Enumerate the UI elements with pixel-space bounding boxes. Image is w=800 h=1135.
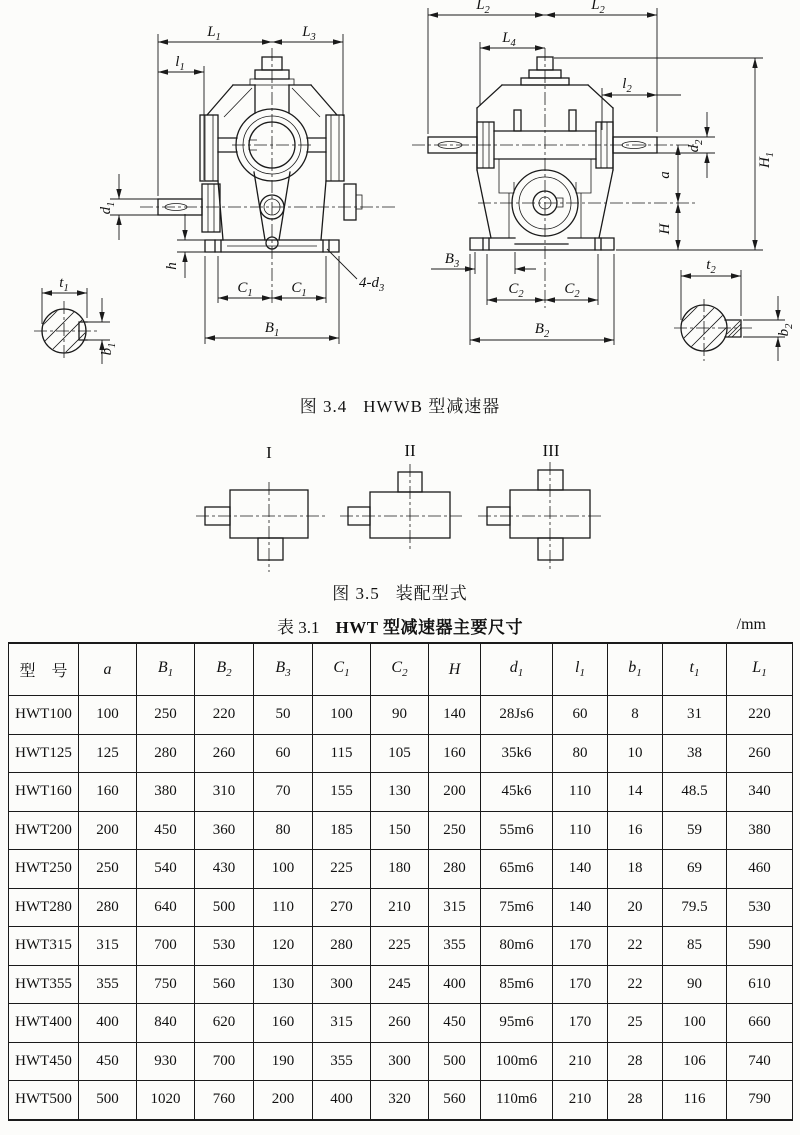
value-cell: 200 <box>429 773 481 812</box>
value-cell: 10 <box>608 734 663 773</box>
value-cell: 210 <box>553 1042 608 1081</box>
column-header: $B_3$ <box>254 643 313 696</box>
value-cell: 315 <box>79 927 137 966</box>
value-cell: 69 <box>663 850 727 889</box>
table-row <box>9 734 793 773</box>
value-cell: 740 <box>727 1042 793 1081</box>
table-row <box>9 850 793 889</box>
value-cell: 90 <box>663 965 727 1004</box>
dim-label-B1: $B_1$ <box>264 320 280 339</box>
value-cell: 260 <box>195 734 254 773</box>
table-row <box>9 1042 793 1081</box>
value-cell: 250 <box>429 811 481 850</box>
value-cell: 280 <box>79 888 137 927</box>
value-cell: 140 <box>553 850 608 889</box>
value-cell: 355 <box>313 1042 371 1081</box>
dim-label-h: h <box>164 262 180 270</box>
value-cell: 180 <box>371 850 429 889</box>
value-cell: 22 <box>608 965 663 1004</box>
shaft-section-left <box>24 275 118 364</box>
column-header: $L_1$ <box>727 643 793 696</box>
value-cell: 380 <box>137 773 195 812</box>
value-cell: 220 <box>727 696 793 735</box>
dim-label-H1: $H_1$ <box>757 151 776 169</box>
model-cell: HWT160 <box>9 773 79 812</box>
value-cell: 155 <box>313 773 371 812</box>
table-row <box>9 1004 793 1043</box>
value-cell: 310 <box>195 773 254 812</box>
value-cell: 560 <box>195 965 254 1004</box>
table-header-row <box>9 643 793 696</box>
value-cell: 450 <box>79 1042 137 1081</box>
table-body <box>9 696 793 1120</box>
dim-label-C1-right: $C_1$ <box>291 280 307 299</box>
value-cell: 500 <box>79 1081 137 1120</box>
assembly-diagram-1 <box>196 443 325 572</box>
dim-label-B3: $B_3$ <box>444 251 460 270</box>
dim-label-d1: $d_1$ <box>98 201 117 215</box>
value-cell: 140 <box>553 888 608 927</box>
dim-label-t1: $t_1$ <box>59 275 69 294</box>
value-cell: 430 <box>195 850 254 889</box>
column-header: $l_1$ <box>553 643 608 696</box>
value-cell: 280 <box>313 927 371 966</box>
value-cell: 106 <box>663 1042 727 1081</box>
model-cell: HWT500 <box>9 1081 79 1120</box>
value-cell: 700 <box>195 1042 254 1081</box>
value-cell: 100 <box>254 850 313 889</box>
value-cell: 560 <box>429 1081 481 1120</box>
dim-label-b1: $b_1$ <box>99 342 118 356</box>
model-cell: HWT125 <box>9 734 79 773</box>
value-cell: 85m6 <box>481 965 553 1004</box>
value-cell: 500 <box>429 1042 481 1081</box>
value-cell: 100 <box>79 696 137 735</box>
value-cell: 610 <box>727 965 793 1004</box>
value-cell: 185 <box>313 811 371 850</box>
value-cell: 60 <box>553 696 608 735</box>
value-cell: 79.5 <box>663 888 727 927</box>
value-cell: 1020 <box>137 1081 195 1120</box>
table-title-text: HWT 型减速器主要尺寸 <box>335 618 523 637</box>
value-cell: 55m6 <box>481 811 553 850</box>
table-label: 表 3.1 <box>276 618 320 637</box>
value-cell: 220 <box>195 696 254 735</box>
value-cell: 22 <box>608 927 663 966</box>
model-cell: HWT280 <box>9 888 79 927</box>
assembly-diagram-3 <box>478 441 602 572</box>
fig35-caption-label: 图 3.5 <box>332 584 380 603</box>
value-cell: 250 <box>79 850 137 889</box>
value-cell: 25 <box>608 1004 663 1043</box>
value-cell: 840 <box>137 1004 195 1043</box>
value-cell: 380 <box>727 811 793 850</box>
dim-label-B2: $B_2$ <box>534 321 550 340</box>
table-row <box>9 888 793 927</box>
value-cell: 245 <box>371 965 429 1004</box>
value-cell: 38 <box>663 734 727 773</box>
model-cell: HWT100 <box>9 696 79 735</box>
value-cell: 8 <box>608 696 663 735</box>
value-cell: 28 <box>608 1081 663 1120</box>
value-cell: 750 <box>137 965 195 1004</box>
value-cell: 18 <box>608 850 663 889</box>
value-cell: 28 <box>608 1042 663 1081</box>
dim-label-C1-left: $C_1$ <box>237 280 253 299</box>
value-cell: 660 <box>727 1004 793 1043</box>
value-cell: 400 <box>313 1081 371 1120</box>
fig34-caption-label: 图 3.4 <box>299 397 348 416</box>
value-cell: 50 <box>254 696 313 735</box>
value-cell: 400 <box>79 1004 137 1043</box>
value-cell: 105 <box>371 734 429 773</box>
model-cell: HWT250 <box>9 850 79 889</box>
value-cell: 225 <box>313 850 371 889</box>
value-cell: 75m6 <box>481 888 553 927</box>
value-cell: 270 <box>313 888 371 927</box>
value-cell: 500 <box>195 888 254 927</box>
value-cell: 360 <box>195 811 254 850</box>
value-cell: 110 <box>553 773 608 812</box>
value-cell: 85 <box>663 927 727 966</box>
table-title <box>0 613 800 638</box>
model-cell: HWT450 <box>9 1042 79 1081</box>
value-cell: 300 <box>371 1042 429 1081</box>
housing-outline <box>158 57 362 252</box>
dim-label-l1: $l_1$ <box>175 54 185 73</box>
value-cell: 100 <box>313 696 371 735</box>
dim-label-L1: $L_1$ <box>207 24 221 43</box>
column-header: $C_1$ <box>313 643 371 696</box>
value-cell: 150 <box>371 811 429 850</box>
value-cell: 640 <box>137 888 195 927</box>
value-cell: 110 <box>254 888 313 927</box>
dim-label-H: H <box>657 223 673 235</box>
value-cell: 450 <box>429 1004 481 1043</box>
dim-label-4-d3: $4-d_3$ <box>359 275 385 294</box>
shaft-section-right <box>662 257 795 361</box>
column-header: $C_2$ <box>371 643 429 696</box>
column-header: a <box>79 643 137 696</box>
value-cell: 110m6 <box>481 1081 553 1120</box>
value-cell: 320 <box>371 1081 429 1120</box>
value-cell: 190 <box>254 1042 313 1081</box>
value-cell: 65m6 <box>481 850 553 889</box>
value-cell: 100 <box>663 1004 727 1043</box>
assembly-label-1: I <box>266 443 272 462</box>
dim-label-t2: $t_2$ <box>706 257 716 276</box>
table-row <box>9 927 793 966</box>
value-cell: 100m6 <box>481 1042 553 1081</box>
table-row <box>9 965 793 1004</box>
value-cell: 80m6 <box>481 927 553 966</box>
value-cell: 20 <box>608 888 663 927</box>
value-cell: 260 <box>727 734 793 773</box>
model-cell: HWT200 <box>9 811 79 850</box>
dim-label-L3: $L_3$ <box>302 24 316 43</box>
fig34-right-view <box>412 0 776 345</box>
dim-label-C2-right: $C_2$ <box>564 281 580 300</box>
value-cell: 120 <box>254 927 313 966</box>
dim-label-C2-left: $C_2$ <box>508 281 524 300</box>
value-cell: 170 <box>553 927 608 966</box>
column-header: $B_2$ <box>195 643 254 696</box>
value-cell: 170 <box>553 1004 608 1043</box>
value-cell: 460 <box>727 850 793 889</box>
assembly-label-3: III <box>542 441 560 460</box>
value-cell: 450 <box>137 811 195 850</box>
value-cell: 130 <box>371 773 429 812</box>
value-cell: 620 <box>195 1004 254 1043</box>
assembly-diagram-2 <box>340 441 462 550</box>
value-cell: 400 <box>429 965 481 1004</box>
value-cell: 45k6 <box>481 773 553 812</box>
value-cell: 280 <box>137 734 195 773</box>
value-cell: 315 <box>429 888 481 927</box>
value-cell: 35k6 <box>481 734 553 773</box>
value-cell: 60 <box>254 734 313 773</box>
value-cell: 59 <box>663 811 727 850</box>
fig34-caption <box>0 392 800 417</box>
dim-label-L2-left: $L_2$ <box>476 0 490 16</box>
value-cell: 530 <box>727 888 793 927</box>
value-cell: 700 <box>137 927 195 966</box>
table-row <box>9 811 793 850</box>
value-cell: 14 <box>608 773 663 812</box>
value-cell: 590 <box>727 927 793 966</box>
value-cell: 70 <box>254 773 313 812</box>
value-cell: 125 <box>79 734 137 773</box>
fig34-left-view <box>98 24 398 344</box>
value-cell: 140 <box>429 696 481 735</box>
value-cell: 250 <box>137 696 195 735</box>
column-header: $B_1$ <box>137 643 195 696</box>
fig35-drawing <box>0 440 800 588</box>
value-cell: 90 <box>371 696 429 735</box>
dim-label-l2: $l_2$ <box>622 76 632 95</box>
column-header: $t_1$ <box>663 643 727 696</box>
dim-label-d2: $d_2$ <box>686 139 705 153</box>
value-cell: 300 <box>313 965 371 1004</box>
value-cell: 28Js6 <box>481 696 553 735</box>
fig34-caption-title: HWWB 型减速器 <box>363 397 501 416</box>
value-cell: 340 <box>727 773 793 812</box>
value-cell: 280 <box>429 850 481 889</box>
column-header: 型 号 <box>9 643 79 696</box>
dimension-lines <box>110 34 357 344</box>
column-header: $b_1$ <box>608 643 663 696</box>
value-cell: 170 <box>553 965 608 1004</box>
value-cell: 48.5 <box>663 773 727 812</box>
fig34-drawing <box>0 0 800 390</box>
unit-label: /mm <box>736 616 766 633</box>
value-cell: 200 <box>254 1081 313 1120</box>
value-cell: 16 <box>608 811 663 850</box>
value-cell: 80 <box>553 734 608 773</box>
value-cell: 210 <box>553 1081 608 1120</box>
value-cell: 80 <box>254 811 313 850</box>
value-cell: 160 <box>79 773 137 812</box>
value-cell: 31 <box>663 696 727 735</box>
value-cell: 225 <box>371 927 429 966</box>
table-row <box>9 773 793 812</box>
dim-label-b2: $b_2$ <box>776 323 795 337</box>
value-cell: 530 <box>195 927 254 966</box>
dimension-labels <box>445 0 776 340</box>
value-cell: 355 <box>79 965 137 1004</box>
dimension-table <box>8 642 793 1121</box>
column-header: H <box>429 643 481 696</box>
dim-label-a: a <box>657 171 673 179</box>
value-cell: 115 <box>313 734 371 773</box>
dim-label-L2-right: $L_2$ <box>591 0 605 16</box>
value-cell: 110 <box>553 811 608 850</box>
value-cell: 790 <box>727 1081 793 1120</box>
value-cell: 200 <box>79 811 137 850</box>
value-cell: 130 <box>254 965 313 1004</box>
table-row <box>9 1081 793 1120</box>
value-cell: 760 <box>195 1081 254 1120</box>
value-cell: 116 <box>663 1081 727 1120</box>
assembly-label-2: II <box>404 441 416 460</box>
table-row <box>9 696 793 735</box>
value-cell: 315 <box>313 1004 371 1043</box>
value-cell: 260 <box>371 1004 429 1043</box>
value-cell: 210 <box>371 888 429 927</box>
fig35-caption-title: 装配型式 <box>395 584 468 603</box>
column-header: $d_1$ <box>481 643 553 696</box>
dim-label-L4: $L_4$ <box>502 30 516 49</box>
value-cell: 160 <box>429 734 481 773</box>
fig35-caption <box>0 579 800 604</box>
value-cell: 355 <box>429 927 481 966</box>
model-cell: HWT400 <box>9 1004 79 1043</box>
model-cell: HWT355 <box>9 965 79 1004</box>
value-cell: 540 <box>137 850 195 889</box>
value-cell: 160 <box>254 1004 313 1043</box>
value-cell: 95m6 <box>481 1004 553 1043</box>
value-cell: 930 <box>137 1042 195 1081</box>
model-cell: HWT315 <box>9 927 79 966</box>
